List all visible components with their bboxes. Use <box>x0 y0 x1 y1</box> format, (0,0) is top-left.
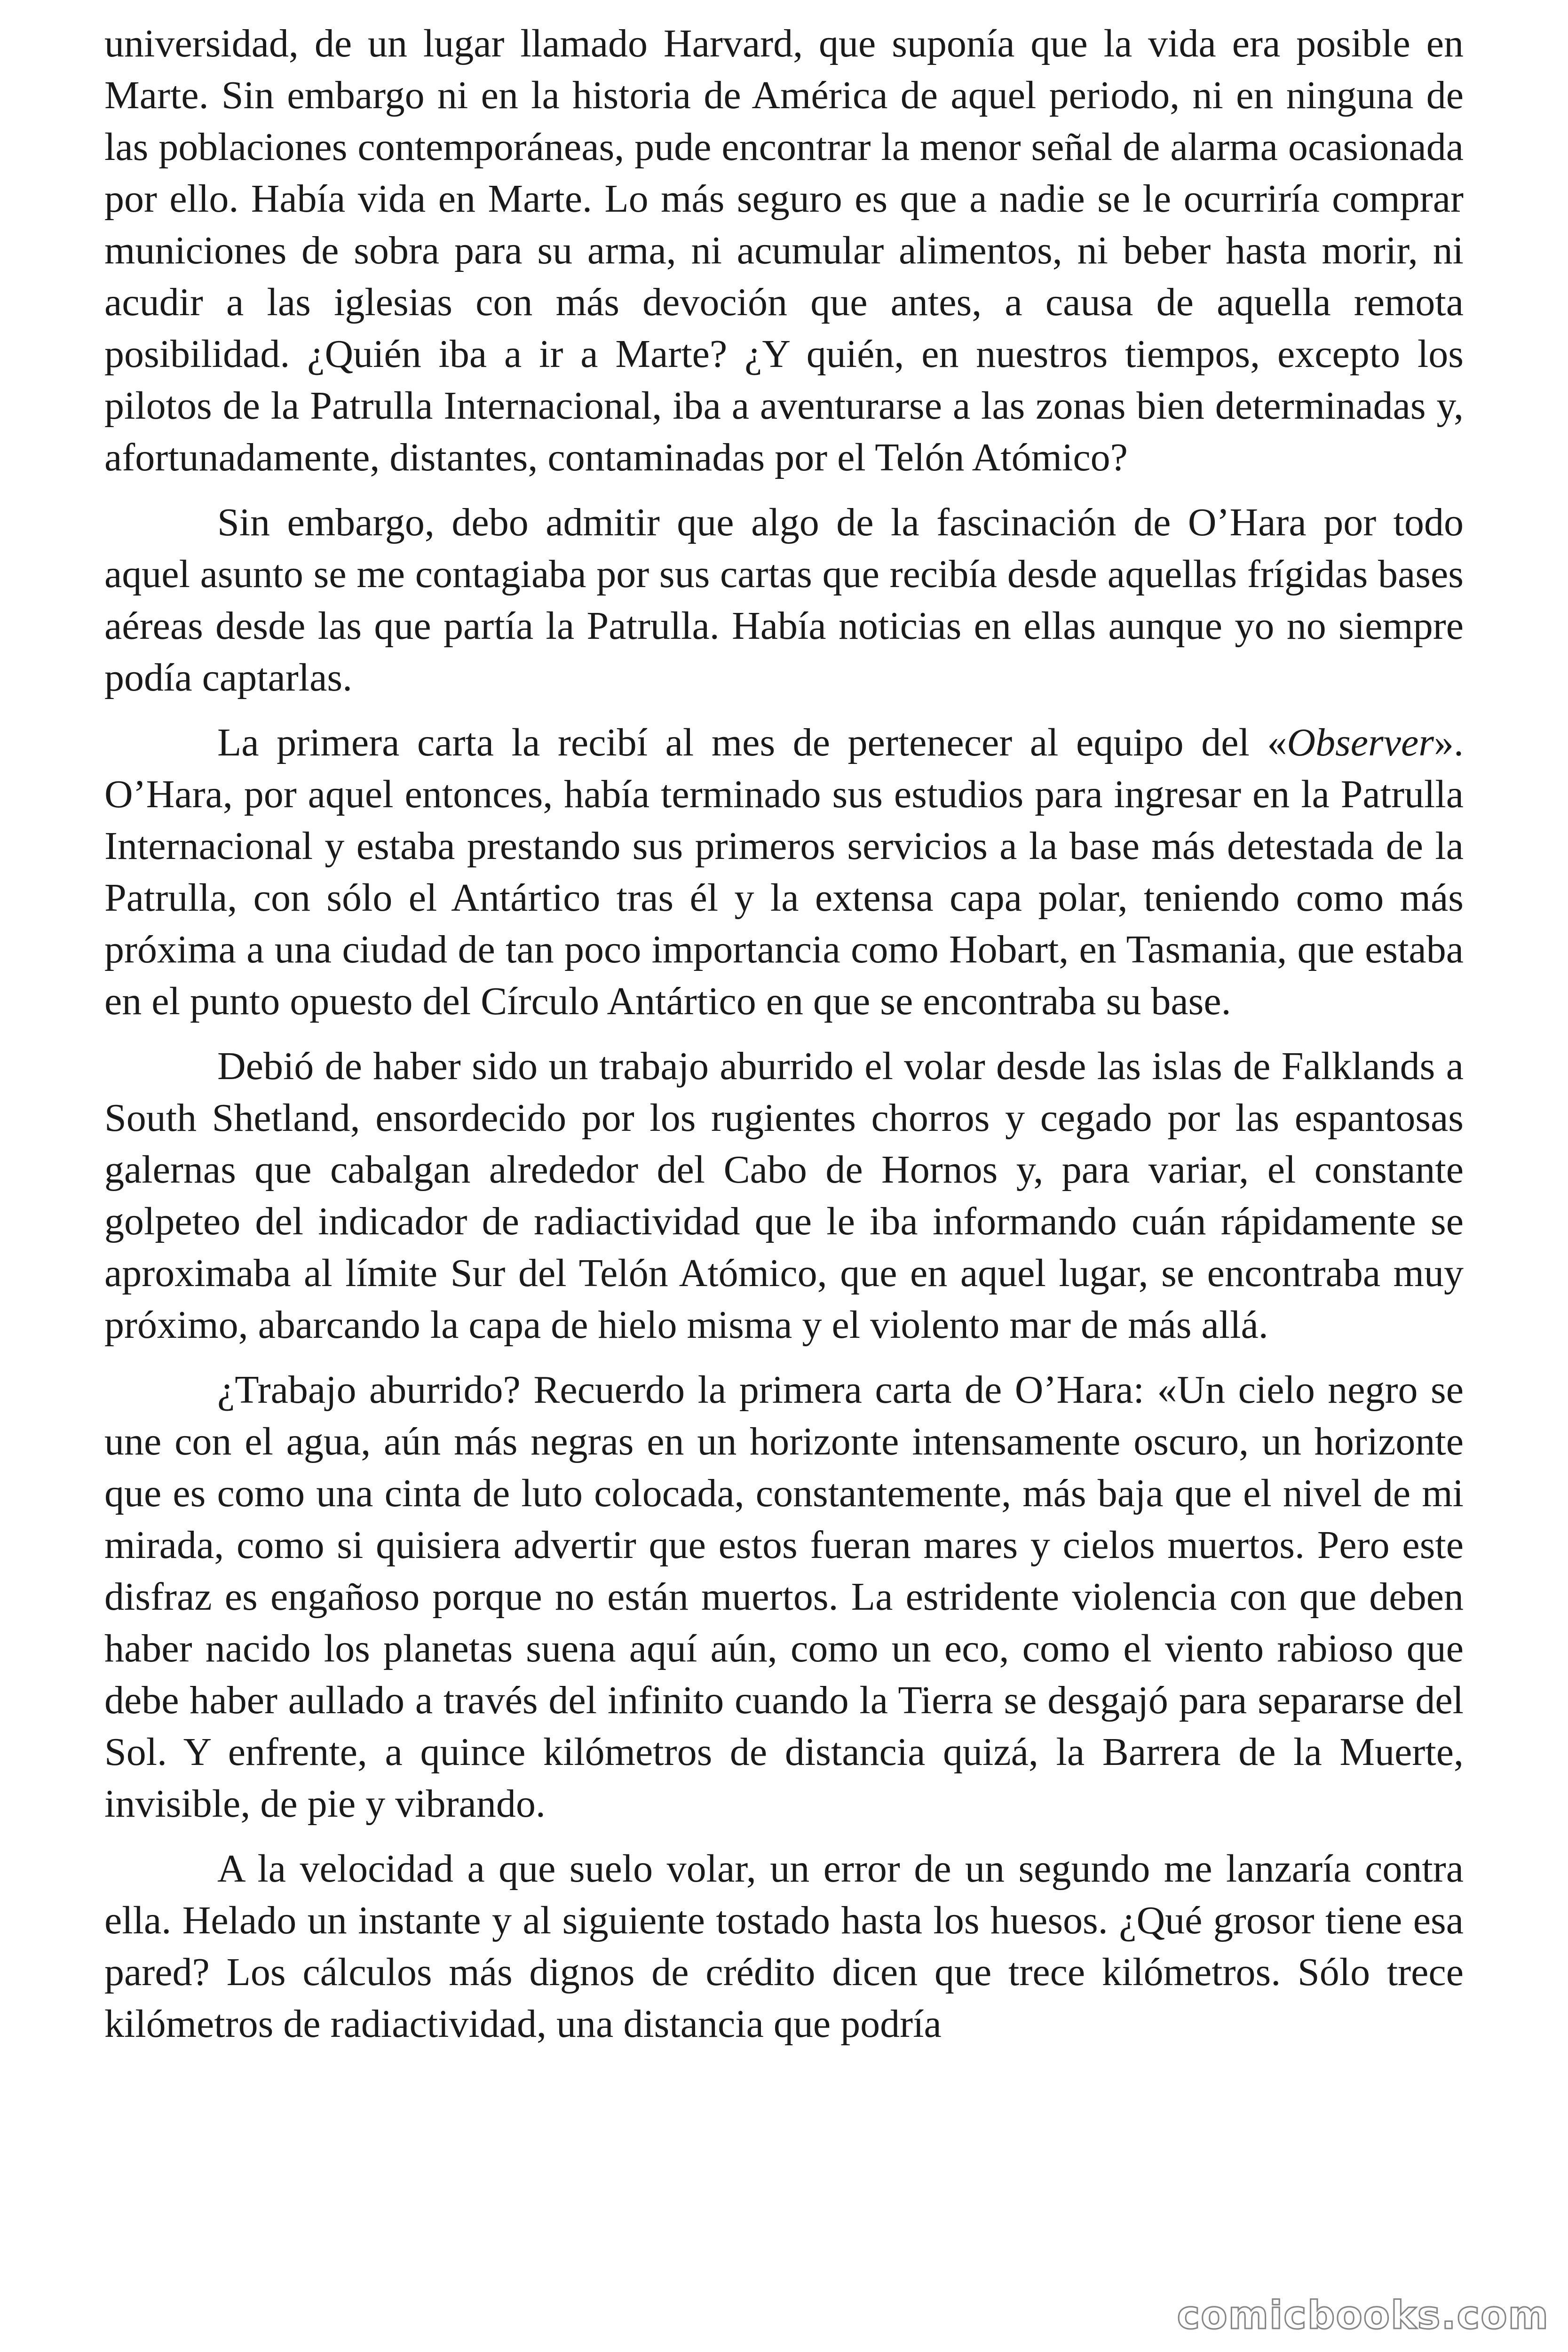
paragraph-6 <box>104 1843 1464 2050</box>
body-text <box>104 18 1464 2063</box>
paragraph-1 <box>104 18 1464 484</box>
paragraph-text: Sin embargo, debo admitir que algo de la fascinación de O’Hara por todo aquel asunto se me contagiaba por sus cartas que recibía desde aquellas frígidas bases aéreas desde las que partía la Patrulla. Había noticias en ellas aunque yo no siempre podía captarlas. <box>104 501 1464 699</box>
paragraph-text-start: La primera carta la recibí al mes de pertenecer al equipo del « <box>217 721 1287 764</box>
paragraph-5 <box>104 1364 1464 1830</box>
paragraph-text: Debió de haber sido un trabajo aburrido el volar desde las islas de Falklands a South Shetland, ensordecido por los rugientes chorros y cegado por las espantosas galernas que cabalgan alrededor del Cabo de Hornos y, para variar, el constante golpeteo del indicador de radiactividad que le iba informando cuán rápidamente se aproximaba al límite Sur del Telón Atómico, que en aquel lugar, se encontraba muy próximo, abarcando la capa de hielo misma y el violento mar de más allá. <box>104 1044 1464 1347</box>
paragraph-text: A la velocidad a que suelo volar, un error de un segundo me lanzaría contra ella. Helado un instante y al siguiente tostado hasta los huesos. ¿Qué grosor tiene esa pared? Los cálculos más dignos de crédito dicen que trece kilómetros. Sólo trece kilómetros de radiactividad, una distancia que podría <box>104 1847 1464 2046</box>
publication-title: Observer <box>1287 721 1434 764</box>
paragraph-text-rest: ». O’Hara, por aquel entonces, había terminado sus estudios para ingresar en la Patrulla Internacional y estaba prestando sus primeros servicios a la base más detestada de la Patrulla, con sólo el Antártico tras él y la extensa capa polar, teniendo como más próxima a una ciudad de tan poco importancia como Hobart, en Tasmania, que estaba en el punto opuesto del Círculo Antártico en que se encontraba su base. <box>104 721 1464 1023</box>
paragraph-3 <box>104 717 1464 1027</box>
paragraph-2 <box>104 497 1464 704</box>
paragraph-text: ¿Trabajo aburrido? Recuerdo la primera carta de O’Hara: «Un cielo negro se une con el agua, aún más negras en un horizonte intensamente oscuro, un horizonte que es como una cinta de luto colocada, constantemente, más baja que el nivel de mi mirada, como si quisiera advertir que estos fueran mares y cielos muertos. Pero este disfraz es engañoso porque no están muertos. La estridente violencia con que deben haber nacido los planetas suena aquí aún, como un eco, como el viento rabioso que debe haber aullado a través del infinito cuando la Tierra se desgajó para separarse del Sol. Y enfrente, a quince kilómetros de distancia quizá, la Barrera de la Muerte, invisible, de pie y vibrando. <box>104 1368 1464 1826</box>
watermark: comicbooks.com <box>1177 2293 1549 2338</box>
paragraph-4 <box>104 1041 1464 1351</box>
paragraph-text: universidad, de un lugar llamado Harvard, que suponía que la vida era posible en Marte. Sin embargo ni en la historia de América de aquel periodo, ni en ninguna de las poblaciones contemporáneas, pude encontrar la menor señal de alarma ocasionada por ello. Había vida en Marte. Lo más seguro es que a nadie se le ocurriría comprar municiones de sobra para su arma, ni acumular alimentos, ni beber hasta morir, ni acudir a las iglesias con más devoción que antes, a causa de aquella remota posibilidad. ¿Quién iba a ir a Marte? ¿Y quién, en nuestros tiempos, excepto los pilotos de la Patrulla Internacional, iba a aventurarse a las zonas bien determinadas y, afortunadamente, distantes, contaminadas por el Telón Atómico? <box>104 22 1464 479</box>
